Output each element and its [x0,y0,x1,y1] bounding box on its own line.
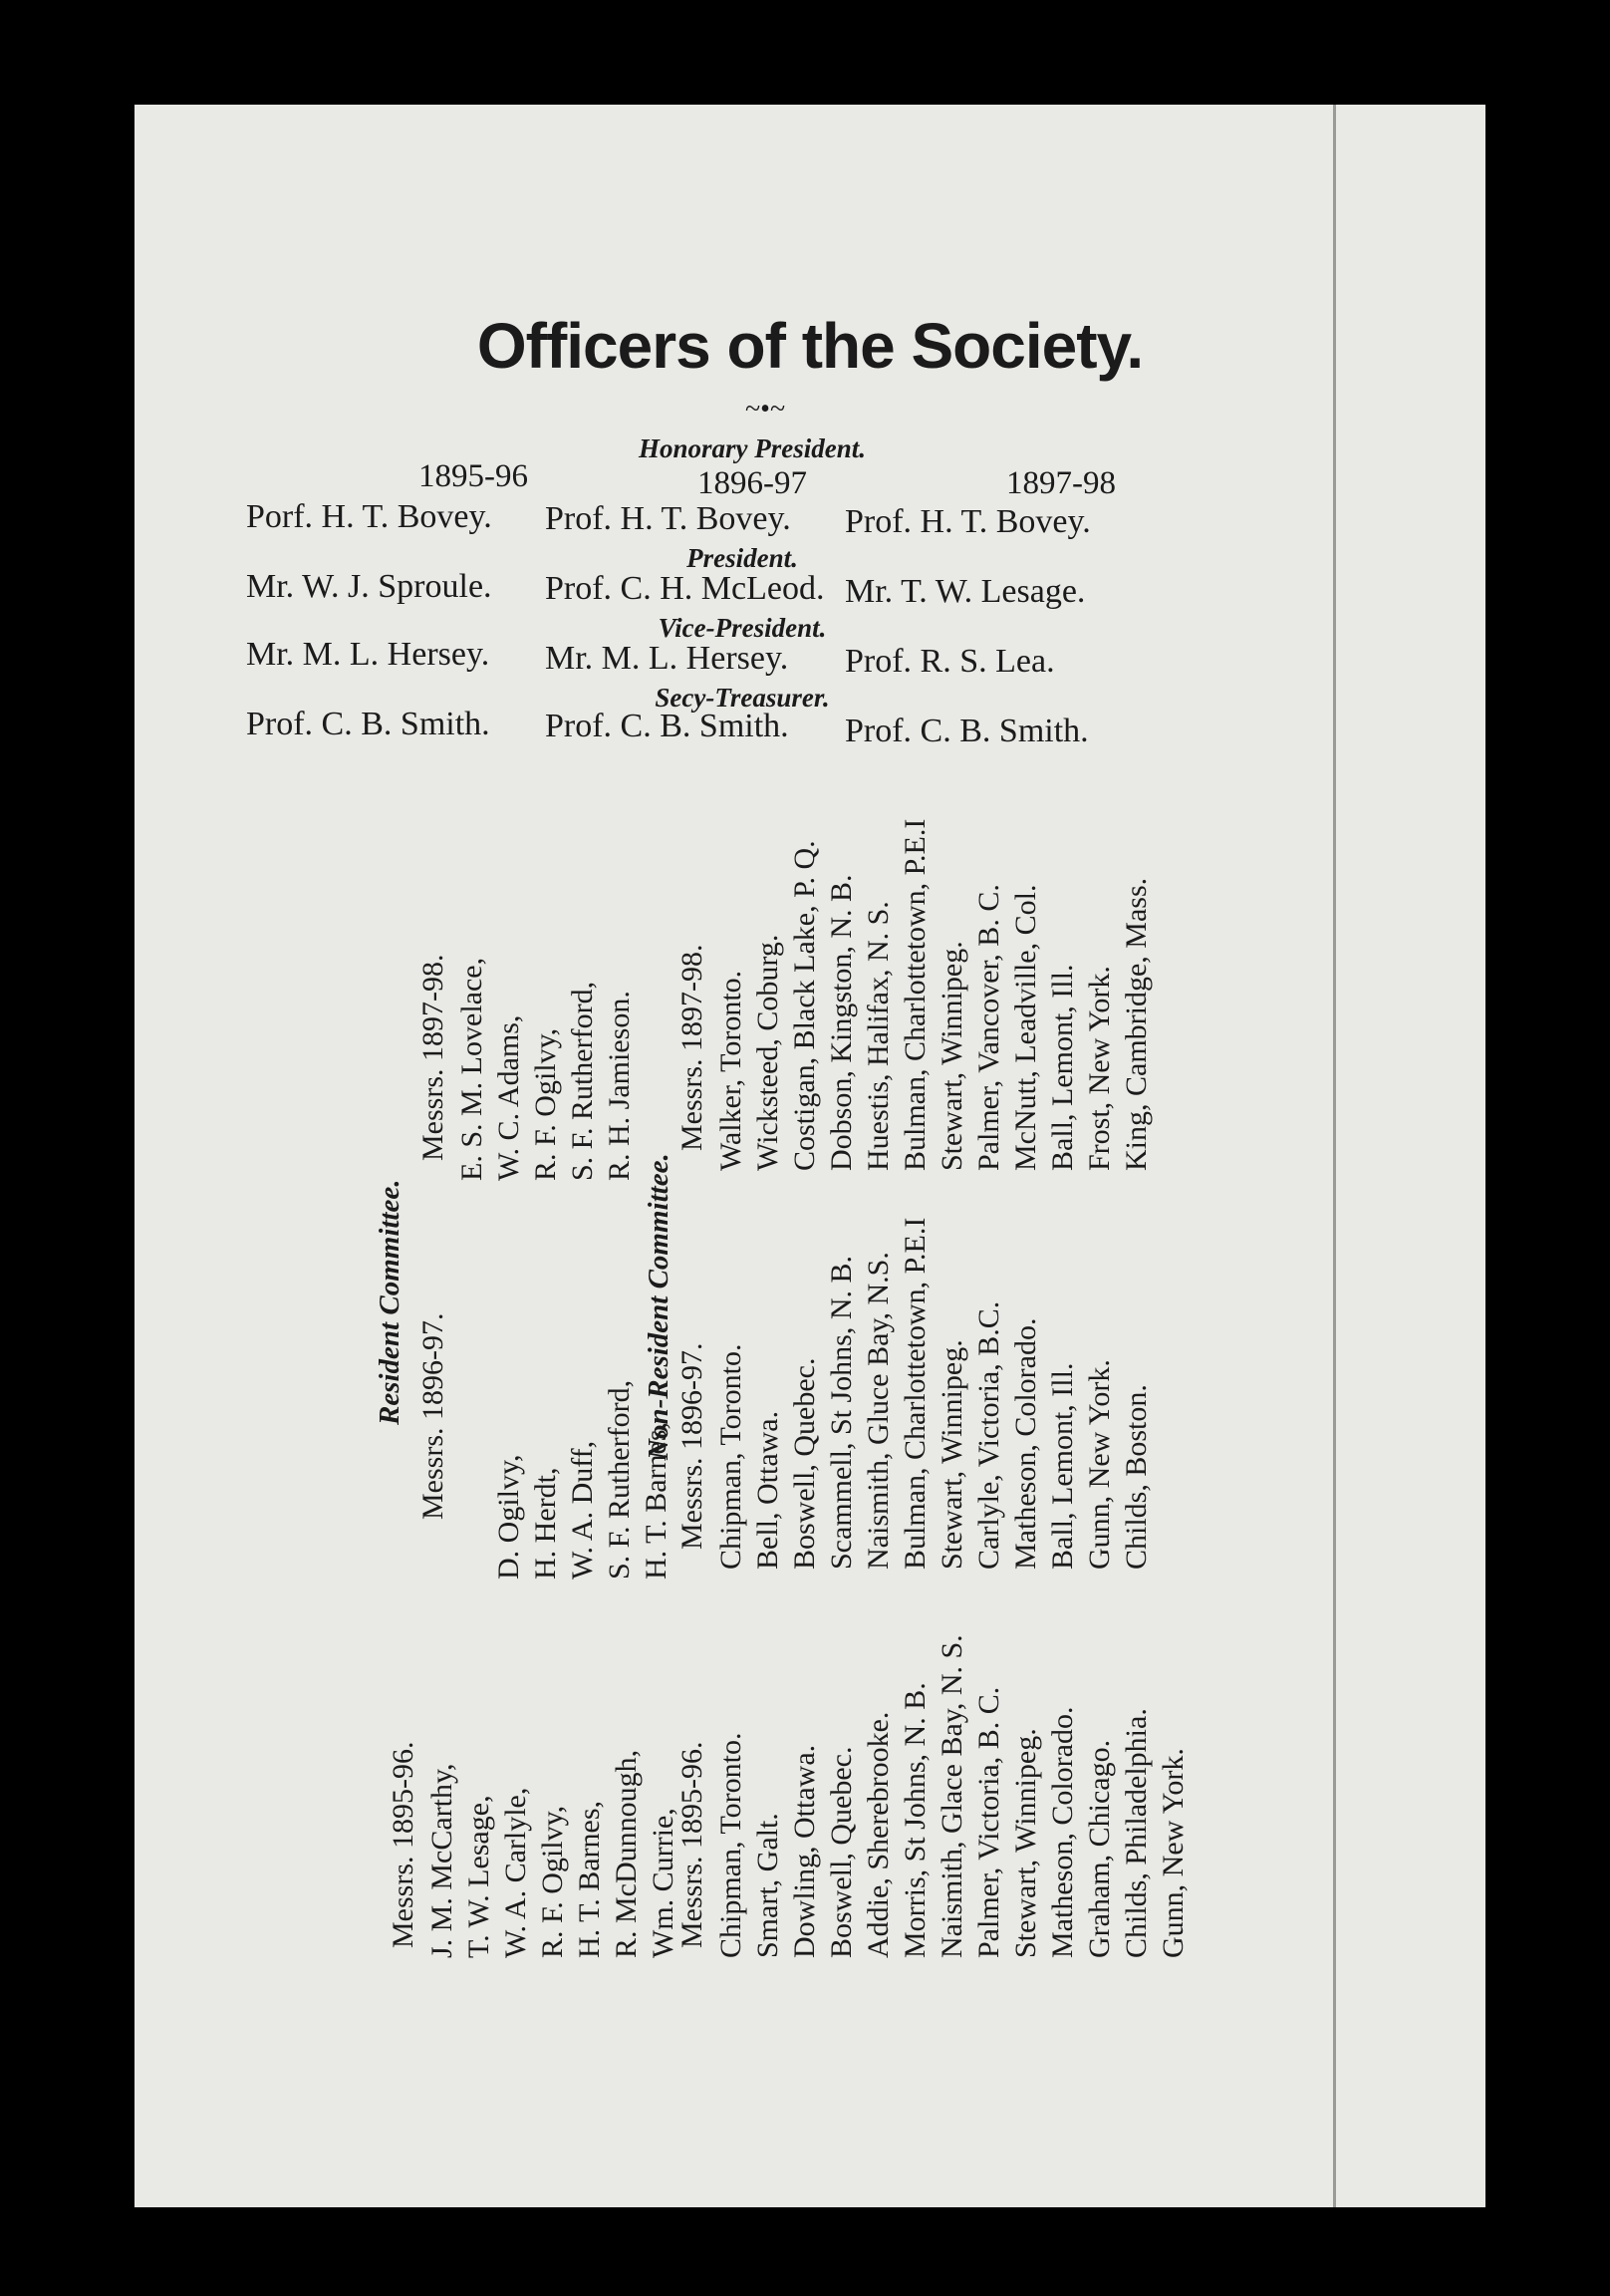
role-secy-treasurer: Secy-Treasurer. [655,683,830,713]
list-item: Dobson, Kingston, N. B. [825,874,858,1171]
document-page [134,105,1485,2207]
officer-vice-president-1896: Mr. M. L. Hersey. [545,640,789,677]
non-resident-col-1896 [672,1171,1155,1570]
officer-president-1896: Prof. C. H. McLeod. [545,570,825,607]
resident-col-1897 [413,762,638,1181]
list-item: Wicksteed, Coburg. [751,934,784,1171]
list-item: W. A. Duff, [566,1440,599,1579]
list-item: R. McDunnough, [610,1749,643,1958]
list-item: W. C. Adams, [492,1014,525,1181]
resident-committee-title: Resident Committee. [374,1179,405,1425]
list-item: Bulman, Charlottetown, P.E.I [899,818,932,1171]
list-item: Graham, Chicago. [1083,1739,1116,1958]
officer-president-1895: Mr. W. J. Sproule. [246,568,492,605]
year-1897-98: 1897-98 [1006,465,1116,501]
list-item: Stewart, Winnipeg. [1009,1728,1042,1958]
list-item: Wm. Currie, [647,1808,679,1958]
list-item [453,1181,490,1579]
list-item: McNutt, Leadville, Col. [1009,884,1042,1171]
list-item: Smart, Galt. [751,1813,784,1958]
list-item: H. T. Barnes, [573,1800,606,1958]
list-item: Walker, Toronto. [714,970,747,1171]
list-item: Boswell, Quebec. [788,1357,821,1570]
list-item: D. Ogilvy, [492,1454,525,1579]
page-title: Officers of the Society. [476,310,1144,382]
list-item: S. F. Rutherford, [566,981,599,1181]
list-item: Naismith, Gluce Bay, N.S. [862,1252,895,1570]
list-item: R. F. Ogilvy, [536,1805,569,1958]
list-item: Chipman, Toronto. [714,1732,747,1958]
role-president: President. [686,543,798,573]
list-item: Dowling, Ottawa. [788,1744,821,1958]
list-item: Chipman, Toronto. [714,1343,747,1570]
role-vice-president: Vice-President. [658,613,827,643]
role-honorary-president: Honorary President. [638,433,866,463]
column-head: Messrs. 1897-98. [675,944,708,1151]
list-item: Palmer, Vancover, B. C. [972,884,1005,1171]
list-item: Gunn, New York. [1157,1748,1190,1958]
officer-secy-treasurer-1895: Prof. C. B. Smith. [246,706,490,742]
year-1895-96: 1895-96 [418,458,528,494]
resident-col-1895 [384,1579,681,1958]
list-item: Costigan, Black Lake, P. Q. [788,840,821,1171]
list-item: H. Herdt, [529,1467,562,1579]
list-item: Carlyle, Victoria, B.C. [972,1300,1005,1570]
list-item: Stewart, Winnipeg. [936,1339,968,1570]
list-item: Childs, Philadelphia. [1120,1708,1153,1958]
list-item: Stewart, Winnipeg. [936,941,968,1171]
list-item: Ball, Lemont, Ill. [1046,964,1079,1171]
list-item: R. H. Jamieson. [603,991,636,1181]
list-item: Matheson, Colorado. [1009,1317,1042,1570]
officer-vice-president-1897: Prof. R. S. Lea. [845,643,1055,680]
list-item: Morris, St Johns, N. B. [899,1682,932,1958]
officer-honorary-1897: Prof. H. T. Bovey. [845,503,1091,540]
list-item: E. S. M. Lovelace, [455,957,488,1181]
list-item: King, Cambridge, Mass. [1120,877,1153,1171]
list-item: W. A. Carlyle, [499,1787,532,1958]
list-item: Frost, New York. [1083,966,1116,1171]
list-item: Bulman, Charlottetown, P.E.I [899,1217,932,1570]
officer-secy-treasurer-1897: Prof. C. B. Smith. [845,713,1089,749]
list-item: H. T. Barnes, [640,1421,672,1579]
resident-col-1896 [413,1181,674,1579]
list-item: R. F. Ogilvy, [529,1027,562,1181]
list-item: J. M. McCarthy, [425,1763,458,1958]
list-item: Gunn, New York. [1083,1359,1116,1570]
list-item: Addie, Sherebrooke. [862,1711,895,1958]
officer-president-1897: Mr. T. W. Lesage. [845,573,1086,610]
list-item: Childs, Boston. [1120,1384,1153,1570]
list-item: Boswell, Quebec. [825,1746,858,1958]
column-head: Messrs. 1896-97. [675,1342,708,1550]
year-1896-97: 1896-97 [697,465,807,501]
non-resident-committee-title: Non-Resident Committee. [643,1153,674,1460]
list-item: Scammell, St Johns, N. B. [825,1255,858,1570]
list-item: Bell, Ottawa. [751,1410,784,1570]
list-item: S. F. Rutherford, [603,1379,636,1579]
list-item: Huestis, Halifax, N. S. [862,901,895,1171]
non-resident-col-1895 [672,1570,1192,1958]
list-item: Matheson, Colorado. [1046,1706,1079,1958]
officer-secy-treasurer-1896: Prof. C. B. Smith. [545,708,789,744]
list-item: Naismith, Glace Bay, N. S. [936,1634,968,1958]
non-resident-col-1897 [672,732,1155,1171]
column-head: Messrs. 1895-96. [387,1741,419,1948]
column-head: Messrs. 1897-98. [416,954,449,1161]
officer-vice-president-1895: Mr. M. L. Hersey. [246,636,490,673]
list-item: T. W. Lesage, [462,1795,495,1958]
column-head: Messrs. 1896-97. [416,1312,449,1520]
title-ornament: ~•~ [745,394,786,425]
list-item: Ball, Lemont, Ill. [1046,1362,1079,1570]
officer-honorary-1896: Prof. H. T. Bovey. [545,500,791,537]
officer-honorary-1895: Porf. H. T. Bovey. [246,498,492,535]
column-head: Messrs. 1895-96. [675,1741,708,1948]
list-item: Palmer, Victoria, B. C. [972,1686,1005,1958]
